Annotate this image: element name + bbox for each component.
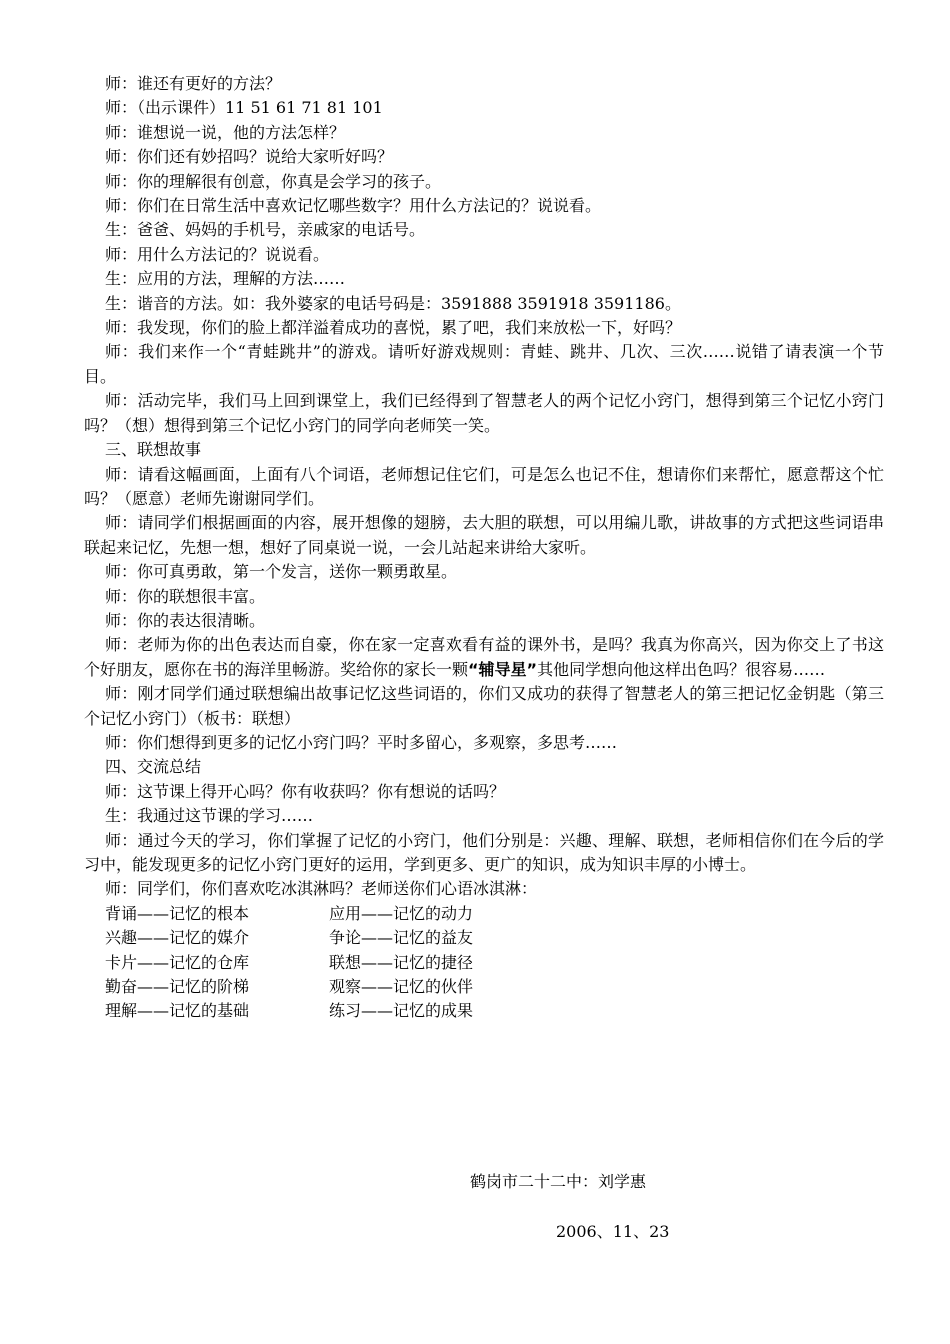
document-date: 2006、11、23 bbox=[556, 1222, 670, 1241]
paragraph: 师：我们来作一个“青蛙跳井”的游戏。请听好游戏规则：青蛙、跳井、几次、三次……说错了请表演一个节目。 bbox=[84, 342, 884, 386]
paragraph: 师：请同学们根据画面的内容，展开想像的翅膀，去大胆的联想，可以用编儿歌，讲故事的方式把这些词语串联起来记忆，先想一想，想好了同桌说一说，一会儿站起来讲给大家听。 bbox=[84, 513, 884, 557]
poem-right: 联想——记忆的捷径 bbox=[329, 952, 474, 972]
paragraph: 师：你们在日常生活中喜欢记忆哪些数字？用什么方法记的？说说看。 bbox=[105, 196, 602, 216]
paragraph: 师：（出示课件）11 51 61 71 81 101 bbox=[105, 98, 383, 118]
paragraph: 师：你们还有妙招吗？说给大家听好吗？ bbox=[105, 147, 394, 167]
paragraph: 师：你的表达很清晰。 bbox=[105, 610, 266, 630]
poem-row bbox=[105, 902, 884, 926]
poem-right: 观察——记忆的伙伴 bbox=[329, 977, 474, 997]
poem-right: 应用——记忆的动力 bbox=[329, 903, 474, 923]
poem-right: 练习——记忆的成果 bbox=[329, 1001, 474, 1021]
document-body bbox=[84, 72, 884, 1024]
poem-left: 卡片——记忆的仓库 bbox=[105, 952, 250, 972]
paragraph: 师：通过今天的学习，你们掌握了记忆的小窍门，他们分别是：兴趣、理解、联想，老师相信你们在今后的学习中，能发现更多的记忆小窍门更好的运用，学到更多、更广的知识，成为知识丰厚的小博士。 bbox=[84, 830, 884, 874]
paragraph: 师：你的理解很有创意，你真是会学习的孩子。 bbox=[105, 171, 442, 191]
poem-row bbox=[105, 951, 884, 975]
section-heading: 三、联想故事 bbox=[105, 440, 202, 460]
praise-paragraph bbox=[84, 633, 884, 682]
paragraph: 师：你的联想很丰富。 bbox=[105, 586, 266, 606]
author-signature: 鹤岗市二十二中：刘学惠 bbox=[470, 1172, 647, 1191]
paragraph: 师：你们想得到更多的记忆小窍门吗？平时多留心，多观察，多思考…… bbox=[105, 732, 618, 752]
paragraph: 师：用什么方法记的？说说看。 bbox=[105, 244, 330, 264]
paragraph: 师：谁想说一说，他的方法怎样？ bbox=[105, 122, 346, 142]
poem-row bbox=[105, 999, 884, 1023]
praise-text-after: 其他同学想向他这样出色吗？很容易…… bbox=[537, 659, 826, 679]
paragraph: 师：活动完毕，我们马上回到课堂上，我们已经得到了智慧老人的两个记忆小窍门，想得到第三个记忆小窍门吗？（想）想得到第三个记忆小窍门的同学向老师笑一笑。 bbox=[84, 391, 884, 435]
paragraph: 师：我发现，你们的脸上都洋溢着成功的喜悦，累了吧，我们来放松一下，好吗？ bbox=[105, 318, 682, 338]
paragraph: 生：应用的方法，理解的方法…… bbox=[105, 269, 346, 289]
poem-left: 勤奋——记忆的阶梯 bbox=[105, 977, 250, 997]
poem-left: 兴趣——记忆的媒介 bbox=[105, 928, 250, 948]
poem-right: 争论——记忆的益友 bbox=[329, 928, 474, 948]
paragraph: 师：谁还有更好的方法？ bbox=[105, 74, 282, 93]
paragraph: 师：同学们，你们喜欢吃冰淇淋吗？老师送你们心语冰淇淋： bbox=[105, 879, 538, 899]
paragraph: 生：我通过这节课的学习…… bbox=[105, 806, 314, 826]
paragraph: 师：这节课上得开心吗？你有收获吗？你有想说的话吗？ bbox=[105, 781, 506, 801]
section-heading: 四、交流总结 bbox=[105, 757, 202, 777]
memory-poem bbox=[84, 902, 884, 1024]
poem-row bbox=[105, 926, 884, 950]
paragraph: 生：爸爸、妈妈的手机号，亲戚家的电话号。 bbox=[105, 220, 426, 240]
poem-row bbox=[105, 975, 884, 999]
poem-left: 理解——记忆的基础 bbox=[105, 1001, 250, 1021]
paragraph: 生：谐音的方法。如：我外婆家的电话号码是：3591888 3591918 3591186。 bbox=[105, 293, 681, 313]
poem-left: 背诵——记忆的根本 bbox=[105, 903, 250, 923]
paragraph: 师：请看这幅画面，上面有八个词语，老师想记住它们，可是怎么也记不住，想请你们来帮忙，愿意帮这个忙吗？（愿意）老师先谢谢同学们。 bbox=[84, 464, 884, 508]
paragraph: 师：刚才同学们通过联想编出故事记忆这些词语的，你们又成功的获得了智慧老人的第三把记忆金钥匙（第三个记忆小窍门）（板书：联想） bbox=[84, 684, 884, 728]
praise-text-before: 师：老师为你的出色表达而自豪，你在家一定喜欢看有益的课外书，是吗？我真为你高兴，因为你交上了书这个好朋友，愿你在书的海洋里畅游。奖给你的家长一颗 bbox=[84, 635, 884, 679]
paragraph: 师：你可真勇敢，第一个发言，送你一颗勇敢星。 bbox=[105, 562, 458, 582]
praise-star-bold: “辅导星” bbox=[468, 659, 538, 679]
